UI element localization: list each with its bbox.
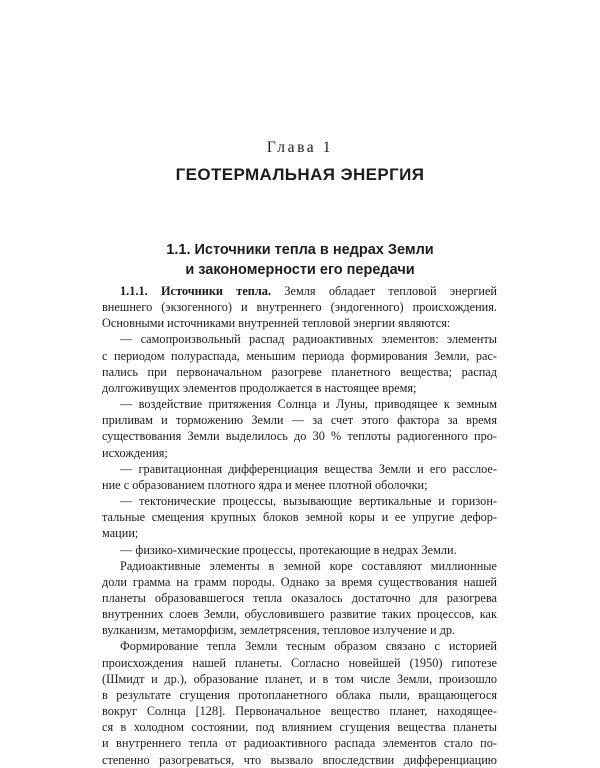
list-item-line: — воздействие притяжения Солнца и Луны, приводящее к земным [120, 397, 497, 412]
list-item-line: пались при первоначальном разогреве планетного вещества; распад [102, 364, 497, 379]
list-item-line: с периодом полураспада, меньшим периода формирования Земли, рас- [102, 348, 497, 363]
paragraph-line: в результате сгущения протопланетного облака пыли, вращающегося [102, 687, 497, 702]
list-item-line: тальные смещения крупных блоков земной коры и ее упругие дефор- [102, 510, 497, 525]
list-item-line: исхождения; [102, 445, 168, 460]
list-item-line: существования Земли выделилось до 30 % теплоты радиогенного про- [102, 429, 497, 444]
body-text [102, 283, 497, 768]
paragraph-line: планеты образовавшегося тепла оказалось достаточно для разогрева [102, 590, 497, 605]
paragraph-line: 1.1.1. Источники тепла. Земля обладает тепловой энергией [120, 284, 498, 298]
section-title [0, 240, 600, 280]
paragraph-line: ся в холодном состоянии, под влиянием сгущения вещества планеты [102, 720, 497, 735]
paragraph-line: и внутреннего тепла от радиоактивного распада элементов стало по- [102, 736, 497, 751]
list-item-line: приливам и торможению Земли — за счет этого фактора за время [102, 413, 497, 428]
section-title-line: и закономерности его передачи [185, 262, 415, 278]
paragraph-line: Радиоактивные элементы в земной коре составляют миллионные [120, 558, 497, 573]
list-item-line: мации; [102, 526, 139, 541]
paragraph-line: Формирование тепла Земли тесным образом связано с историей [120, 639, 497, 654]
list-item-line: — физико-химические процессы, протекающие в недрах Земли. [120, 542, 457, 557]
paragraph-line: происхождения нашей планеты. Согласно новейшей (1950) гипотезе [102, 655, 497, 670]
paragraph-line: вулканизм, метаморфизм, землетрясения, тепловое излучение и др. [102, 623, 456, 638]
paragraph-line: доли грамма на грамм породы. Однако за время существования нашей [102, 574, 497, 589]
list-item-line: ние с образованием плотного ядра и менее плотной оболочки; [102, 477, 428, 492]
paragraph-line: (Шмидт и др.), образование планет, и в том числе Земли, произошло [102, 671, 497, 686]
paragraph-line: вокруг Солнца [128]. Первоначальное вещество планет, находящее- [102, 704, 497, 719]
list-item-line: — самопроизвольный распад радиоактивных элементов: элементы [120, 332, 497, 347]
paragraph-line: Основными источниками внутренней тепловой энергии являются: [102, 316, 451, 331]
paragraph-line: внутренних слоев Земли, обусловившего развитие таких процессов, как [102, 607, 497, 622]
list-item-line: — тектонические процессы, вызывающие вертикальные и горизон- [120, 494, 497, 509]
paragraph-line: степенно разогреваться, что вызвало впоследствии дифференциацию [102, 752, 497, 767]
paragraph-line: внешнего (экзогенного) и внутреннего (эндогенного) происхождения. [102, 300, 497, 315]
subsection-heading: 1.1.1. Источники тепла. [120, 284, 272, 298]
chapter-label: Глава 1 [266, 139, 334, 156]
chapter-title: ГЕОТЕРМАЛЬНАЯ ЭНЕРГИЯ [175, 165, 425, 184]
section-title-line: 1.1. Источники тепла в недрах Земли [166, 242, 434, 258]
list-item-line: долгоживущих элементов продолжается в настоящее время; [102, 380, 417, 395]
list-item-line: — гравитационная дифференциация вещества Земли и его расслое- [120, 461, 497, 476]
